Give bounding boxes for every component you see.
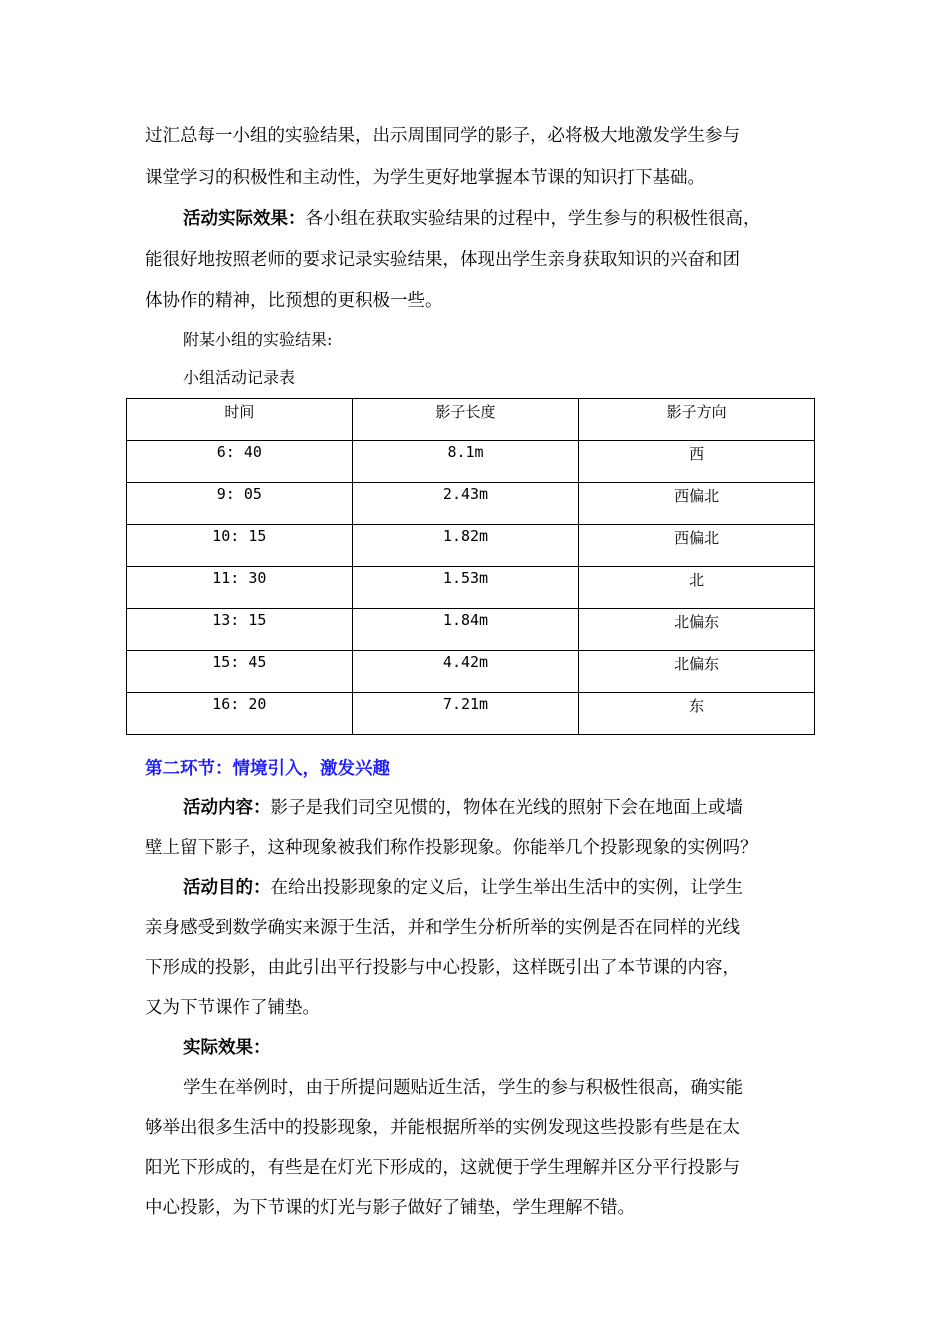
- activity-purpose-text: 在给出投影现象的定义后，让学生举出生活中的实例，让学生: [270, 878, 743, 898]
- length-cell: 4.42m: [352, 651, 579, 693]
- table-header-cell: 影子方向: [579, 399, 815, 441]
- activity-purpose-line: [183, 876, 743, 900]
- length-cell: 2.43m: [352, 483, 579, 525]
- paragraph-line: 够举出很多生活中的投影现象，并能根据所举的实例发现这些投影有些是在太: [145, 1118, 740, 1138]
- direction-cell: 北偏东: [579, 609, 815, 651]
- table-header-cell: 影子长度: [352, 399, 579, 441]
- time-cell: 16: 20: [127, 693, 353, 735]
- time-cell: 15: 45: [127, 651, 353, 693]
- direction-cell: 西偏北: [579, 483, 815, 525]
- direction-cell: 西: [579, 441, 815, 483]
- length-cell: 1.82m: [352, 525, 579, 567]
- paragraph-line: 又为下节课作了铺垫。: [145, 998, 320, 1018]
- paragraph-line: 过汇总每一小组的实验结果，出示周围同学的影子，必将极大地激发学生参与: [145, 126, 740, 146]
- table-row: [127, 693, 815, 735]
- table-row: [127, 567, 815, 609]
- activity-content-line: [183, 796, 743, 820]
- attachment-note: 附某小组的实验结果:: [183, 330, 333, 349]
- length-cell: 7.21m: [352, 693, 579, 735]
- direction-cell: 北: [579, 567, 815, 609]
- paragraph-line: 阳光下形成的，有些是在灯光下形成的，这就便于学生理解并区分平行投影与: [145, 1158, 740, 1178]
- direction-cell: 西偏北: [579, 525, 815, 567]
- paragraph-line: 体协作的精神，比预想的更积极一些。: [145, 291, 443, 311]
- length-cell: 8.1m: [352, 441, 579, 483]
- paragraph-line: 能很好地按照老师的要求记录实验结果，体现出学生亲身获取知识的兴奋和团: [145, 250, 740, 270]
- actual-effect-label: 实际效果：: [183, 1038, 271, 1058]
- activity-content-text: 影子是我们司空见惯的，物体在光线的照射下会在地面上或墙: [270, 798, 743, 818]
- table-header-row: [127, 399, 815, 441]
- time-cell: 6: 40: [127, 441, 353, 483]
- time-cell: 11: 30: [127, 567, 353, 609]
- time-cell: 10: 15: [127, 525, 353, 567]
- length-cell: 1.53m: [352, 567, 579, 609]
- activity-record-table: [126, 398, 815, 735]
- paragraph-line: 亲身感受到数学确实来源于生活，并和学生分析所举的实例是否在同样的光线: [145, 918, 740, 938]
- table-row: [127, 441, 815, 483]
- activity-purpose-label: 活动目的：: [183, 878, 271, 898]
- table-row: [127, 609, 815, 651]
- activity-effect-text: 各小组在获取实验结果的过程中，学生参与的积极性很高，: [305, 209, 761, 229]
- table-row: [127, 525, 815, 567]
- paragraph-line: 下形成的投影，由此引出平行投影与中心投影，这样既引出了本节课的内容，: [145, 958, 740, 978]
- table-row: [127, 651, 815, 693]
- paragraph-line: 壁上留下影子，这种现象被我们称作投影现象。你能举几个投影现象的实例吗？: [145, 838, 758, 858]
- activity-effect-line: [183, 207, 761, 231]
- activity-effect-label: 活动实际效果：: [183, 209, 306, 229]
- direction-cell: 北偏东: [579, 651, 815, 693]
- length-cell: 1.84m: [352, 609, 579, 651]
- time-cell: 13: 15: [127, 609, 353, 651]
- direction-cell: 东: [579, 693, 815, 735]
- paragraph-line: 中心投影，为下节课的灯光与影子做好了铺垫，学生理解不错。: [145, 1198, 635, 1218]
- time-cell: 9: 05: [127, 483, 353, 525]
- table-row: [127, 483, 815, 525]
- table-title: 小组活动记录表: [183, 368, 296, 387]
- paragraph-line: 课堂学习的积极性和主动性，为学生更好地掌握本节课的知识打下基础。: [145, 168, 705, 188]
- table-header-cell: 时间: [127, 399, 353, 441]
- section-heading: 第二环节：情境引入，激发兴趣: [145, 759, 390, 779]
- paragraph-line: 学生在举例时，由于所提问题贴近生活，学生的参与积极性很高，确实能: [183, 1078, 743, 1098]
- activity-content-label: 活动内容：: [183, 798, 271, 818]
